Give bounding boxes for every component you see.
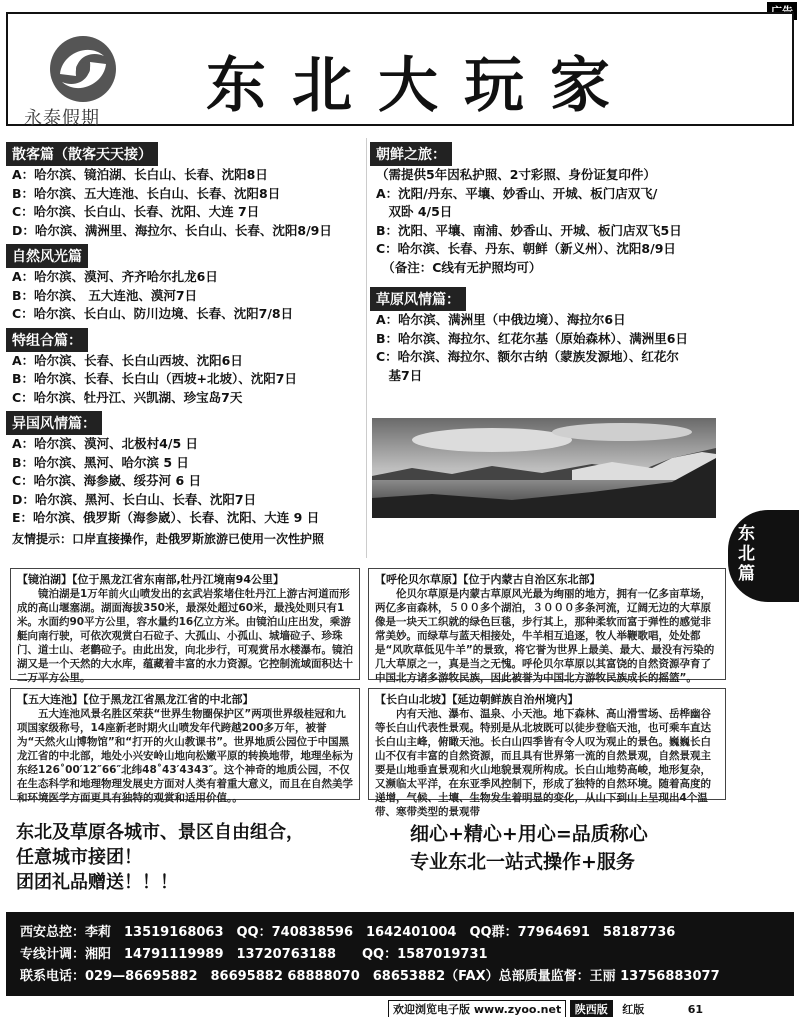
route-item: C：哈尔滨、海拉尔、额尔古纳（蒙族发源地）、红花尔 xyxy=(376,349,679,364)
info-body: 内有天池、瀑布、温泉、小天池。地下森林、高山滑雪场、岳桦幽谷等长白山代表性景观。特别是从北坡既可以徒步登临天池，也可乘车直达长白山主峰，俯瞰天池。长白山四季皆有令人叹为观止的景色。巍巍长白山不仅有丰富的自然资源，而且具有世界第一流的自然景观，自然景观主要是山地垂直景观和火山地貌景观所构成。长白山地势高峻，地形复杂，又濒临太平洋，在东亚季风控制下，形成了独特的自然环境。随着高度的递增，气候、土壤、生物发生着明显的变化，从山下到山上呈现出4个温带、寒带类型的景观带 xyxy=(375,708,711,818)
route-item: B：沈阳、平壤、南浦、妙香山、开城、板门店双飞5日 xyxy=(376,222,682,238)
route-item: B：哈尔滨、 五大连池、漠河7日 xyxy=(12,287,198,303)
route-item: A：哈尔滨、漠河、齐齐哈尔扎龙6日 xyxy=(12,269,218,284)
route-item: B：哈尔滨、海拉尔、红花尔基（原始森林）、满洲里6日 xyxy=(376,330,688,346)
route-item: A：沈阳/丹东、平壤、妙香山、开城、板门店双飞/ xyxy=(376,185,658,201)
footer-color: 红版 xyxy=(622,1003,645,1016)
brand-name: 永泰假期 xyxy=(24,108,100,129)
route-item: A：哈尔滨、长春、长白山西坡、沈阳6日 xyxy=(12,352,243,368)
route-item: B：哈尔滨、长春、长白山（西坡+北坡）、沈阳7日 xyxy=(12,371,297,386)
route-item: B：哈尔滨、黑河、哈尔滨 5 日 xyxy=(12,454,189,470)
friendly-tip: 友情提示：口岸直接操作，赴俄罗斯旅游已使用一次性护照 xyxy=(12,531,325,546)
footer-edition: 陕西版 xyxy=(570,1000,613,1017)
contact-line: 专线计调：湘阳 14791119989 13720763188 QQ：1587019731 xyxy=(20,947,488,962)
route-item: A：哈尔滨、镜泊湖、长白山、长春、沈阳8日 xyxy=(12,167,268,182)
route-item: （备注：C线有无护照均可） xyxy=(376,259,542,275)
footer xyxy=(388,1000,794,1016)
info-hulunbuir xyxy=(368,568,726,684)
section-heading: 特组合篇： xyxy=(6,328,88,352)
info-title: 【五大连池】【位于黑龙江省黑龙江省的中北部】 xyxy=(17,693,254,706)
slogan-line: 专业东北一站式操作+服务 xyxy=(410,851,635,873)
route-item: C：哈尔滨、长白山、长春、沈阳、大连 7日 xyxy=(12,204,260,219)
slogan-line: 东北及草原各城市、景区自由组合， xyxy=(16,822,304,843)
route-item: C：哈尔滨、长春、丹东、朝鲜（新义州）、沈阳8/9日 xyxy=(376,241,676,256)
info-title: 【呼伦贝尔草原】【位于内蒙古自治区东北部】 xyxy=(375,573,601,586)
route-item: D：哈尔滨、满洲里、海拉尔、长白山、长春、沈阳8/9日 xyxy=(12,222,332,238)
info-body: 五大连池风景名胜区荣获“世界生物圈保护区”两项世界级桂冠和九项国家级称号，14座新老时期火山喷发年代跨越200多万年，被誉为“天然火山博物馆”和“打开的火山教课书”。世界地质公园位于中国黑龙江省的中北部，地处小兴安岭山地向松嫩平原的转换地带，地理坐标为东经126˚00′12″66″北纬48˚43′4343″。这个神奇的地质公园，不仅在生态科学和地理物理发展史方面对人类有着重大意义，而且在自然美学和环境医学方面更具有独特的观赏和适用价值。。 xyxy=(17,708,353,804)
slogan-left xyxy=(16,820,304,895)
contact-line: 西安总控：李莉 13519168063 QQ：740838596 1642401004 QQ群：77964691 58187736 xyxy=(20,925,676,940)
header-banner xyxy=(6,12,794,129)
section-tezuhe xyxy=(6,324,366,408)
section-heading: 朝鲜之旅： xyxy=(370,142,452,166)
page-title: 东北大玩家 xyxy=(206,51,636,121)
page-number: 61 xyxy=(687,1003,704,1016)
region-side-tab xyxy=(728,510,799,602)
info-changbai xyxy=(368,688,726,818)
section-sanke xyxy=(6,138,366,240)
section-grassland xyxy=(370,283,725,385)
info-jingpo xyxy=(10,568,360,684)
info-title: 【镜泊湖】【位于黑龙江省东南部,牡丹江境南94公里】 xyxy=(17,573,284,586)
lake-landscape-photo xyxy=(372,418,716,518)
route-item: 双卧 4/5日 xyxy=(376,204,453,219)
footer-site: 欢迎浏览电子版 www.zyoo.net xyxy=(388,1000,566,1017)
info-body: 镜泊湖是1万年前火山喷发出的玄武岩浆堵住牡丹江上游古河道而形成的高山堰塞湖。湖面海拔350米，最深处超过60米，最浅处则只有1米。水面约90平方公里，容水量约16亿立方米。由镜泊山庄出发，乘游艇向南行驶，可依次观赏白石砬子、大孤山、小孤山、城墙砬子、珍珠门、道士山、老鹳砬子。由此出发，向北步行，可观赏吊水楼瀑布。镜泊湖又是一个天然的大水库，蕴藏着丰富的水力资源。它控制流域面积达十二万平方公里。 xyxy=(17,588,353,684)
section-heading: 草原风情篇： xyxy=(370,287,466,311)
slogan-line: 任意城市接团！ xyxy=(16,847,142,868)
info-title: 【长白山北坡】【延边朝鲜族自治州境内】 xyxy=(375,693,579,706)
section-heading: 散客篇（散客天天接） xyxy=(6,142,158,166)
route-item: C：哈尔滨、长白山、防川边境、长春、沈阳7/8日 xyxy=(12,306,294,321)
slogan-area xyxy=(6,808,794,908)
route-item: 基7日 xyxy=(376,367,423,383)
swirl-logo-icon xyxy=(48,34,118,104)
route-item: A：哈尔滨、漠河、北极村4/5 日 xyxy=(12,436,198,451)
route-item: E：哈尔滨、俄罗斯（海参崴）、长春、沈阳、大连 9 日 xyxy=(12,510,320,525)
route-note: （需提供5年因私护照、2寸彩照、身份证复印件） xyxy=(376,167,656,182)
info-wudalianchi xyxy=(10,688,360,804)
section-heading: 异国风情篇： xyxy=(6,411,102,435)
route-item: B：哈尔滨、五大连池、长白山、长春、沈阳8日 xyxy=(12,185,281,201)
section-ziran xyxy=(6,240,366,324)
route-list-left xyxy=(6,138,367,558)
section-heading: 自然风光篇 xyxy=(6,244,88,268)
slogan-line: 细心+精心+用心=品质称心 xyxy=(410,823,648,845)
route-item: D：哈尔滨、黑河、长白山、长春、沈阳7日 xyxy=(12,491,257,507)
side-tab-label: 东北篇 xyxy=(738,524,755,584)
slogan-right xyxy=(410,820,648,876)
info-body: 伦贝尔草原是内蒙古草原风光最为绚丽的地方，拥有一亿多亩草场，两亿多亩森林，５００多个湖泊，３０００多条河流，辽阔无边的大草原像是一块天工织就的绿色巨毯，步行其上，那种柔软而富于弹性的感觉非常美妙。而绿草与蓝天相接处，牛羊相互追逐，牧人举鞭歌唱，处处都是“风吹草低见牛羊”的景致，将它誉为世界上最美、最大、最没有污染的几大草原之一，真是当之无愧。呼伦贝尔草原以其富饶的自然资源孕育了中国北方诸多游牧民族，因此被誉为中国北方游牧民族成长的摇篮”。 xyxy=(375,588,715,684)
contact-bar xyxy=(6,912,794,996)
slogan-line: 团团礼品赠送！！！ xyxy=(16,872,178,893)
route-item: C：哈尔滨、海参崴、绥芬河 6 日 xyxy=(12,473,202,488)
section-yiguo xyxy=(6,407,366,528)
contact-line: 联系电话：029—86695882 86695882 68888070 68653882（FAX）总部质量监督：王丽 13756883077 xyxy=(20,969,720,984)
route-item: C：哈尔滨、牡丹江、兴凯湖、珍宝岛7天 xyxy=(12,389,243,405)
section-korea xyxy=(370,138,725,277)
route-item: A：哈尔滨、满洲里（中俄边境）、海拉尔6日 xyxy=(376,312,626,327)
